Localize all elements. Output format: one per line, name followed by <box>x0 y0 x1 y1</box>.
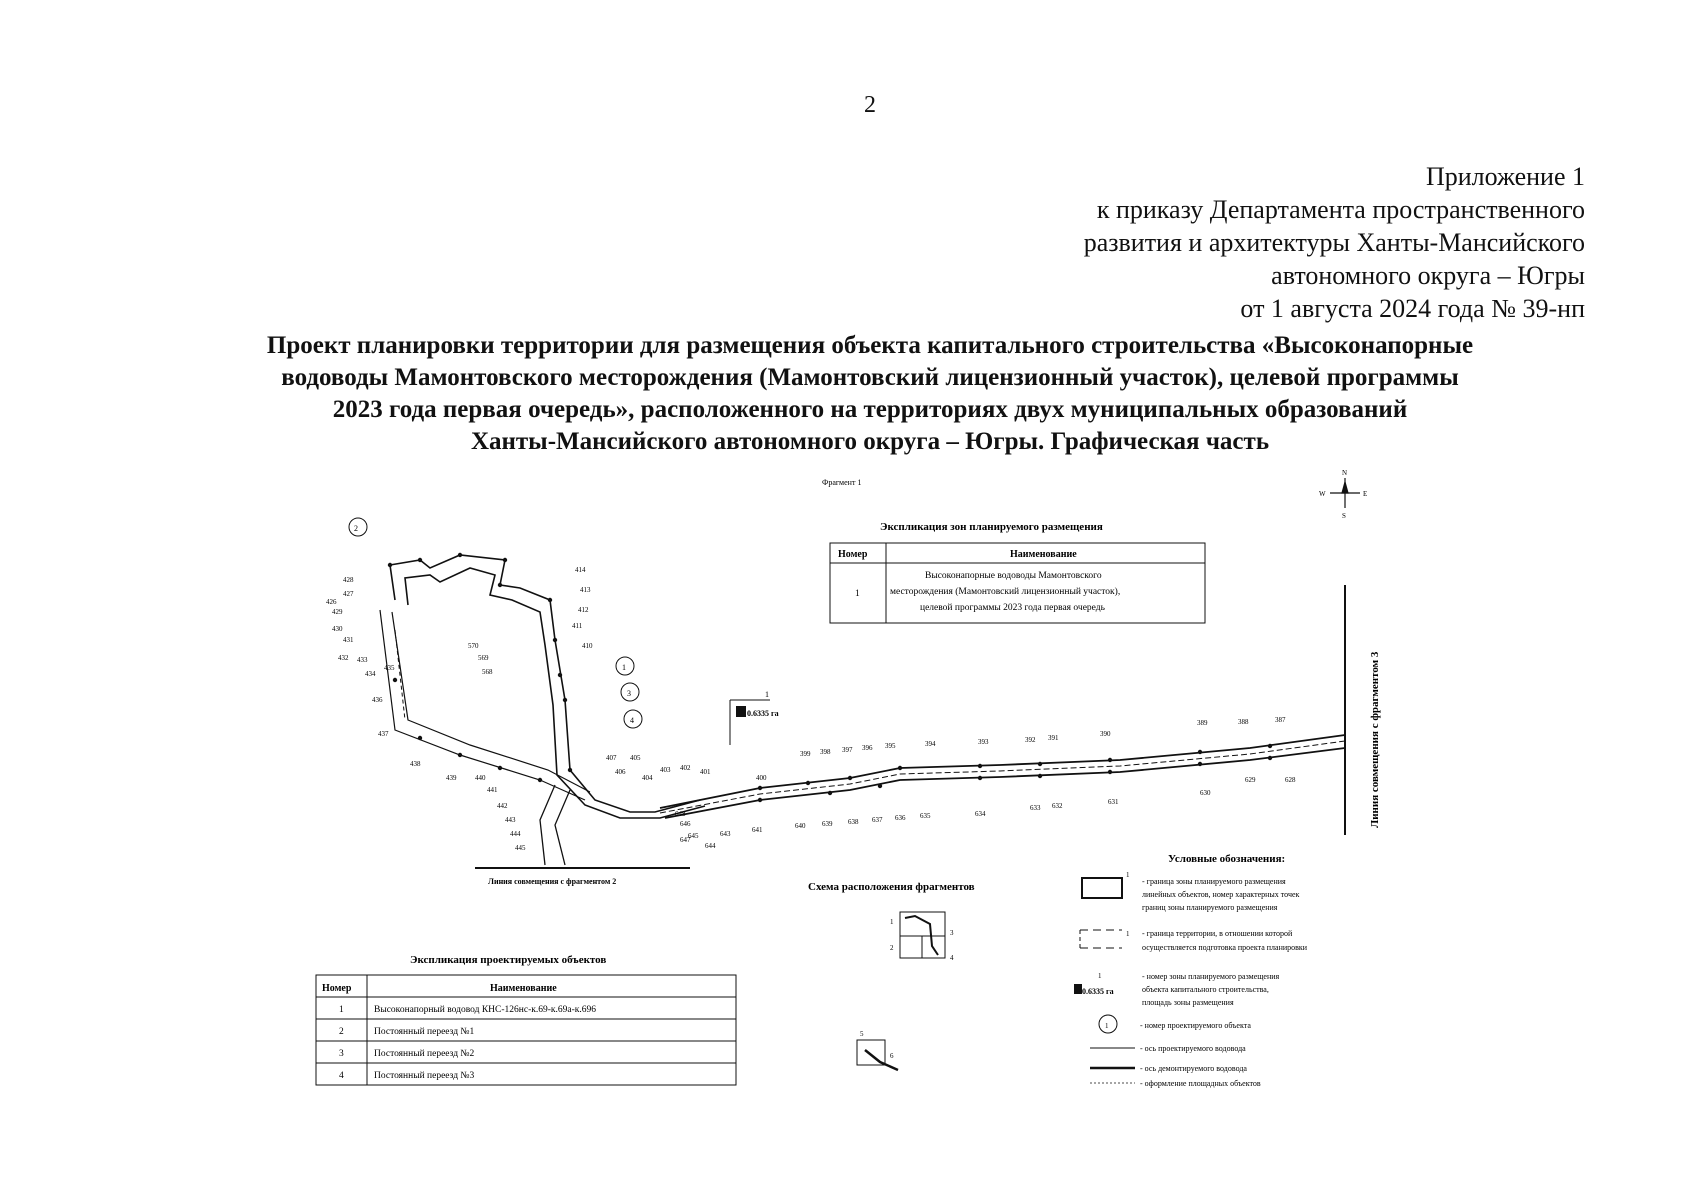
svg-text:427: 427 <box>343 590 354 598</box>
svg-text:- граница зоны планируемого ра: - граница зоны планируемого размещения <box>1142 877 1286 886</box>
svg-text:433: 433 <box>357 656 368 664</box>
svg-text:645: 645 <box>688 832 699 840</box>
page-number: 2 <box>864 92 876 118</box>
svg-text:391: 391 <box>1048 734 1059 742</box>
fragment-scheme-icon <box>857 912 945 1070</box>
svg-text:площадь зоны размещения: площадь зоны размещения <box>1142 998 1234 1007</box>
svg-text:428: 428 <box>343 576 354 584</box>
svg-text:1: 1 <box>1105 1022 1109 1030</box>
svg-text:641: 641 <box>752 826 763 834</box>
object-markers <box>349 518 642 728</box>
svg-text:3: 3 <box>950 929 954 937</box>
svg-text:397: 397 <box>842 746 853 754</box>
svg-text:569: 569 <box>478 654 489 662</box>
title-line: водоводы Мамонтовского месторождения (Мамонтовский лицензионный участок), целевой программы <box>281 364 1459 391</box>
zone-area: 0.6335 га <box>747 709 779 718</box>
svg-text:633: 633 <box>1030 804 1041 812</box>
svg-text:401: 401 <box>700 768 711 776</box>
svg-text:4: 4 <box>630 716 634 725</box>
svg-text:Номер: Номер <box>838 549 868 560</box>
svg-text:1: 1 <box>855 589 860 599</box>
svg-text:430: 430 <box>332 625 343 633</box>
svg-text:394: 394 <box>925 740 936 748</box>
svg-text:635: 635 <box>920 812 931 820</box>
svg-text:431: 431 <box>343 636 354 644</box>
svg-text:- оформление площадных объекто: - оформление площадных объектов <box>1140 1079 1261 1088</box>
svg-text:S: S <box>1342 512 1346 520</box>
svg-text:1: 1 <box>1098 972 1102 980</box>
svg-text:436: 436 <box>372 696 383 704</box>
svg-text:398: 398 <box>820 748 831 756</box>
svg-text:- ось демонтируемого водовода: - ось демонтируемого водовода <box>1140 1064 1247 1073</box>
svg-text:W: W <box>1319 490 1326 498</box>
svg-text:4: 4 <box>339 1071 344 1081</box>
svg-text:Постоянный переезд №2: Постоянный переезд №2 <box>374 1049 475 1059</box>
svg-text:632: 632 <box>1052 802 1063 810</box>
match-line-fragment-3: Линия совмещения с фрагментом 3 <box>1369 651 1381 828</box>
svg-text:400: 400 <box>756 774 767 782</box>
svg-text:N: N <box>1342 469 1348 477</box>
appendix-line: Приложение 1 <box>1425 162 1585 191</box>
svg-text:Постоянный переезд №1: Постоянный переезд №1 <box>374 1027 475 1037</box>
svg-text:439: 439 <box>446 774 457 782</box>
svg-text:426: 426 <box>326 598 337 606</box>
svg-text:411: 411 <box>572 622 583 630</box>
appendix-line: автономного округа – Югры <box>1271 261 1585 290</box>
svg-text:- ось проектируемого водовода: - ось проектируемого водовода <box>1140 1044 1246 1053</box>
svg-text:Наименование: Наименование <box>1010 549 1077 560</box>
legend <box>1074 871 1308 1088</box>
svg-text:388: 388 <box>1238 718 1249 726</box>
svg-text:объекта капитального строитель: объекта капитального строительства, <box>1142 985 1269 994</box>
svg-text:407: 407 <box>606 754 617 762</box>
svg-text:404: 404 <box>642 774 653 782</box>
svg-text:1: 1 <box>890 918 894 926</box>
svg-text:637: 637 <box>872 816 883 824</box>
svg-text:432: 432 <box>338 654 349 662</box>
point-labels-top <box>756 716 1286 782</box>
scheme-title: Схема расположения фрагментов <box>808 881 975 893</box>
svg-text:387: 387 <box>1275 716 1286 724</box>
svg-text:1: 1 <box>339 1005 344 1015</box>
svg-text:393: 393 <box>978 738 989 746</box>
svg-text:1: 1 <box>622 663 626 672</box>
svg-text:636: 636 <box>895 814 906 822</box>
svg-text:438: 438 <box>410 760 421 768</box>
svg-text:640: 640 <box>795 822 806 830</box>
svg-text:1: 1 <box>1126 930 1130 938</box>
svg-text:- номер проектируемого объекта: - номер проектируемого объекта <box>1140 1021 1251 1030</box>
svg-text:429: 429 <box>332 608 343 616</box>
svg-text:392: 392 <box>1025 736 1036 744</box>
svg-text:412: 412 <box>578 606 589 614</box>
svg-text:4: 4 <box>950 954 954 962</box>
svg-text:405: 405 <box>630 754 641 762</box>
svg-text:- граница территории, в отноше: - граница территории, в отношении которой <box>1142 929 1293 938</box>
svg-text:403: 403 <box>660 766 671 774</box>
title-line: Ханты-Мансийского автономного округа – Югры. Графическая часть <box>470 428 1270 455</box>
svg-text:648: 648 <box>675 810 686 818</box>
svg-text:644: 644 <box>705 842 716 850</box>
zone-number: 1 <box>765 690 769 699</box>
svg-text:Наименование: Наименование <box>490 983 557 994</box>
legend-title: Условные обозначения: <box>1168 853 1286 865</box>
svg-text:435: 435 <box>384 664 395 672</box>
svg-text:3: 3 <box>339 1049 344 1059</box>
svg-text:Постоянный переезд №3: Постоянный переезд №3 <box>374 1071 475 1081</box>
svg-text:440: 440 <box>475 774 486 782</box>
svg-text:E: E <box>1363 490 1368 498</box>
svg-text:целевой программы 2023 года пе: целевой программы 2023 года первая очередь <box>920 603 1105 613</box>
svg-text:437: 437 <box>378 730 389 738</box>
svg-text:568: 568 <box>482 668 493 676</box>
svg-text:месторождения (Мамонтовский ли: месторождения (Мамонтовский лицензионный участок), <box>890 587 1121 597</box>
svg-text:406: 406 <box>615 768 626 776</box>
appendix-line: развития и архитектуры Ханты-Мансийского <box>1083 228 1585 257</box>
fragment-label: Фрагмент 1 <box>822 478 862 487</box>
svg-text:634: 634 <box>975 810 986 818</box>
svg-text:Высоконапорный водовод КНС-126: Высоконапорный водовод КНС-126нс-к.69-к.69а-к.696 <box>374 1005 597 1015</box>
svg-text:643: 643 <box>720 830 731 838</box>
svg-text:444: 444 <box>510 830 521 838</box>
svg-text:0.6335 га: 0.6335 га <box>1082 987 1114 996</box>
svg-text:390: 390 <box>1100 730 1111 738</box>
pipeline-corridor <box>380 555 1345 865</box>
svg-text:395: 395 <box>885 742 896 750</box>
title-line: 2023 года первая очередь», расположенного на территориях двух муниципальных образований <box>332 396 1408 423</box>
svg-text:628: 628 <box>1285 776 1296 784</box>
compass-icon <box>1330 478 1360 508</box>
svg-text:445: 445 <box>515 844 526 852</box>
objects-table-rows <box>339 1004 596 1081</box>
svg-text:- номер зоны планируемого разм: - номер зоны планируемого размещения <box>1142 972 1280 981</box>
svg-text:647: 647 <box>680 836 691 844</box>
svg-text:434: 434 <box>365 670 376 678</box>
svg-text:631: 631 <box>1108 798 1119 806</box>
svg-text:413: 413 <box>580 586 591 594</box>
svg-text:646: 646 <box>680 820 691 828</box>
svg-text:6: 6 <box>890 1052 894 1060</box>
svg-text:3: 3 <box>627 689 631 698</box>
svg-text:402: 402 <box>680 764 691 772</box>
svg-text:410: 410 <box>582 642 593 650</box>
svg-text:441: 441 <box>487 786 498 794</box>
svg-text:2: 2 <box>354 524 358 533</box>
svg-text:2: 2 <box>339 1027 344 1037</box>
svg-text:Номер: Номер <box>322 983 352 994</box>
svg-text:границ зоны планируемого разме: границ зоны планируемого размещения <box>1142 903 1278 912</box>
svg-text:осуществляется подготовка прое: осуществляется подготовка проекта планировки <box>1142 943 1308 952</box>
point-labels-left <box>326 576 526 852</box>
title-line: Проект планировки территории для размещения объекта капитального строительства «Высоконапорные <box>266 332 1474 359</box>
svg-text:линейных объектов, номер харак: линейных объектов, номер характерных точек <box>1142 890 1300 899</box>
svg-text:Высоконапорные водоводы Мамонт: Высоконапорные водоводы Мамонтовского <box>925 571 1102 581</box>
svg-text:629: 629 <box>1245 776 1256 784</box>
zones-table-title: Экспликация зон планируемого размещения <box>880 521 1103 533</box>
appendix-line: от 1 августа 2024 года № 39-нп <box>1240 294 1585 323</box>
svg-text:570: 570 <box>468 642 479 650</box>
svg-text:5: 5 <box>860 1030 864 1038</box>
svg-text:443: 443 <box>505 816 516 824</box>
appendix-line: к приказу Департамента пространственного <box>1096 195 1585 224</box>
svg-text:1: 1 <box>1126 871 1130 879</box>
svg-text:630: 630 <box>1200 789 1211 797</box>
point-labels-bottom <box>752 776 1296 834</box>
svg-text:389: 389 <box>1197 719 1208 727</box>
svg-text:638: 638 <box>848 818 859 826</box>
svg-text:399: 399 <box>800 750 811 758</box>
svg-text:639: 639 <box>822 820 833 828</box>
svg-text:442: 442 <box>497 802 508 810</box>
svg-text:414: 414 <box>575 566 586 574</box>
svg-text:396: 396 <box>862 744 873 752</box>
objects-table-title: Экспликация проектируемых объектов <box>410 954 607 966</box>
svg-text:2: 2 <box>890 944 894 952</box>
match-line-fragment-2: Линия совмещения с фрагментом 2 <box>488 877 617 886</box>
